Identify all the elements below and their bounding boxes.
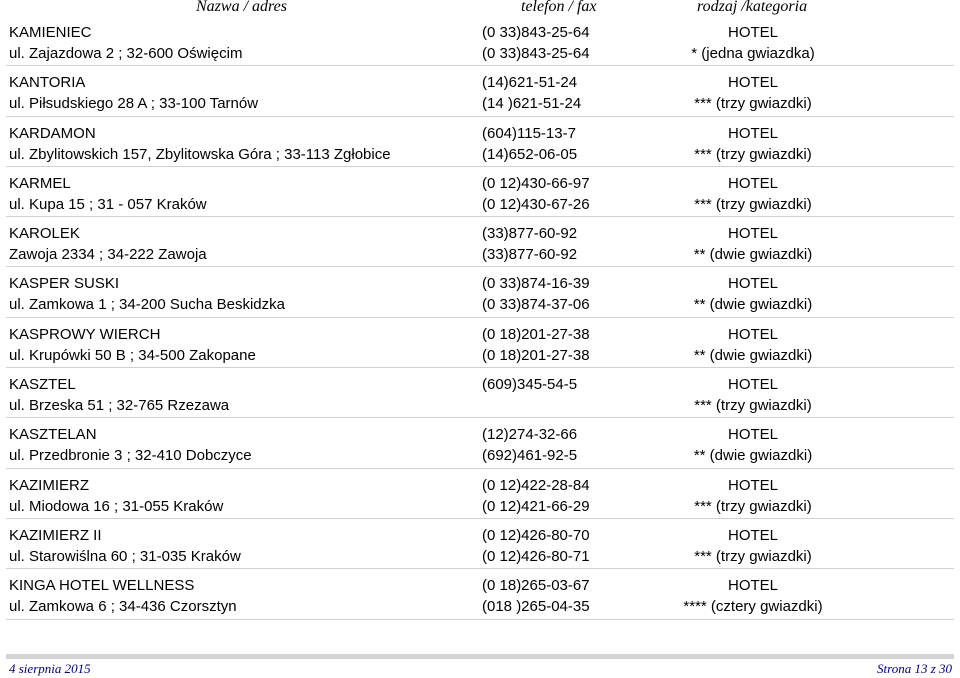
hotel-name: KASZTELAN <box>9 426 97 444</box>
hotel-address: ul. Piłsudskiego 28 A ; 33-100 Tarnów <box>9 95 259 113</box>
star-rating: *** (trzy gwiazdki) <box>694 195 812 213</box>
hotel-address: Zawoja 2334 ; 34-222 Zawoja <box>9 246 207 264</box>
list-item <box>0 122 960 172</box>
phone-primary: (0 33)843-25-64 <box>482 24 590 41</box>
phone-secondary: (692)461-92-5 <box>482 447 578 465</box>
list-item <box>0 474 960 524</box>
hotel-address: ul. Zamkowa 1 ; 34-200 Sucha Beskidzka <box>9 296 285 314</box>
hotel-type: HOTEL <box>727 225 778 243</box>
phone-secondary: (0 12)421-66-29 <box>482 497 590 515</box>
entry-line-secondary <box>0 345 960 366</box>
list-item <box>0 323 960 373</box>
phone-secondary: (33)877-60-92 <box>482 246 578 264</box>
hotel-name: KAMIENIEC <box>9 24 92 41</box>
hotel-type: HOTEL <box>727 426 778 444</box>
list-item <box>0 423 960 473</box>
phone-primary: (0 18)201-27-38 <box>482 325 590 343</box>
entry-line-secondary <box>0 244 960 265</box>
hotel-name: KARDAMON <box>9 124 96 142</box>
entry-line-secondary <box>0 144 960 165</box>
phone-primary: (14)621-51-24 <box>482 74 578 92</box>
star-rating: *** (trzy gwiazdki) <box>694 95 812 113</box>
phone-primary: (12)274-32-66 <box>482 426 578 444</box>
hotel-type: HOTEL <box>727 476 778 494</box>
entry-line-secondary <box>0 93 960 114</box>
entry-line-secondary <box>0 43 960 64</box>
hotel-type: HOTEL <box>727 275 778 293</box>
hotel-address: ul. Zamkowa 6 ; 34-436 Czorsztyn <box>9 598 237 616</box>
phone-primary: (33)877-60-92 <box>482 225 578 243</box>
entry-line-primary <box>0 575 960 596</box>
star-rating: *** (trzy gwiazdki) <box>694 145 812 163</box>
phone-secondary: (0 18)201-27-38 <box>482 346 590 364</box>
star-rating: * (jedna gwiazdka) <box>691 45 815 62</box>
phone-secondary: (14 )621-51-24 <box>482 95 582 113</box>
phone-primary: (609)345-54-5 <box>482 376 578 394</box>
list-item <box>0 373 960 423</box>
header-category: rodzaj /kategoria <box>697 0 808 15</box>
hotel-type: HOTEL <box>727 526 778 544</box>
hotel-address: ul. Krupówki 50 B ; 34-500 Zakopane <box>9 346 256 364</box>
list-item <box>0 222 960 272</box>
phone-secondary: (0 12)426-80-71 <box>482 547 590 565</box>
phone-primary: (604)115-13-7 <box>482 124 576 142</box>
phone-secondary: (0 33)843-25-64 <box>482 45 590 62</box>
phone-primary: (0 33)874-16-39 <box>482 275 590 293</box>
entry-line-primary <box>0 123 960 144</box>
star-rating: ** (dwie gwiazdki) <box>693 296 813 314</box>
entry-line-secondary <box>0 496 960 517</box>
footer-date: 4 sierpnia 2015 <box>9 661 91 676</box>
entry-line-primary <box>0 475 960 496</box>
hotel-name: KAROLEK <box>9 225 80 243</box>
phone-secondary: (14)652-06-05 <box>482 145 578 163</box>
hotel-address: ul. Przedbronie 3 ; 32-410 Dobczyce <box>9 447 252 465</box>
entry-line-primary <box>0 424 960 445</box>
star-rating: *** (trzy gwiazdki) <box>694 397 812 415</box>
hotel-name: KASZTEL <box>9 376 76 394</box>
hotel-address: ul. Zbylitowskich 157, Zbylitowska Góra ; 33-113 Zgłobice <box>9 145 391 163</box>
entry-line-primary <box>0 273 960 294</box>
hotel-type: HOTEL <box>727 376 778 394</box>
hotel-address: ul. Kupa 15 ; 31 - 057 Kraków <box>9 195 207 213</box>
hotel-type: HOTEL <box>727 577 778 595</box>
entry-line-secondary <box>0 445 960 466</box>
entry-line-primary <box>0 324 960 345</box>
entry-line-primary <box>0 22 960 43</box>
phone-secondary: (0 12)430-67-26 <box>482 195 590 213</box>
hotel-type: HOTEL <box>727 325 778 343</box>
entry-line-secondary <box>0 596 960 617</box>
hotel-type: HOTEL <box>727 74 778 92</box>
entry-line-secondary <box>0 395 960 416</box>
star-rating: *** (trzy gwiazdki) <box>694 547 812 565</box>
hotel-address: ul. Brzeska 51 ; 32-765 Rzezawa <box>9 397 230 415</box>
entry-line-secondary <box>0 194 960 215</box>
phone-primary: (0 12)426-80-70 <box>482 526 590 544</box>
list-item <box>0 71 960 121</box>
hotel-name: KASPER SUSKI <box>9 275 120 293</box>
hotel-name: KINGA HOTEL WELLNESS <box>9 577 195 595</box>
star-rating: ** (dwie gwiazdki) <box>693 346 813 364</box>
hotel-type: HOTEL <box>727 174 778 192</box>
hotel-name: KASPROWY WIERCH <box>9 325 161 343</box>
hotel-type: HOTEL <box>727 24 778 41</box>
hotel-type: HOTEL <box>727 124 778 142</box>
star-rating: ** (dwie gwiazdki) <box>693 246 813 264</box>
header-phone-fax: telefon / fax <box>521 0 597 15</box>
entry-line-primary <box>0 72 960 93</box>
entry-line-secondary <box>0 294 960 315</box>
hotel-name: KANTORIA <box>9 74 86 92</box>
entry-line-primary <box>0 223 960 244</box>
footer-divider <box>6 654 954 659</box>
star-rating: **** (cztery gwiazdki) <box>683 598 823 616</box>
hotel-address: ul. Zajazdowa 2 ; 32-600 Oświęcim <box>9 45 243 62</box>
phone-primary: (0 18)265-03-67 <box>482 577 590 595</box>
hotel-name: KAZIMIERZ <box>9 476 90 494</box>
phone-primary: (0 12)430-66-97 <box>482 174 590 192</box>
phone-secondary: (018 )265-04-35 <box>482 598 590 616</box>
star-rating: *** (trzy gwiazdki) <box>694 497 812 515</box>
hotel-name: KARMEL <box>9 174 71 192</box>
hotel-listing <box>0 21 960 625</box>
phone-primary: (0 12)422-28-84 <box>482 476 590 494</box>
list-item <box>0 524 960 574</box>
footer-page-number: Strona 13 z 30 <box>877 661 952 676</box>
list-item <box>0 574 960 624</box>
column-header <box>0 0 960 20</box>
hotel-address: ul. Miodowa 16 ; 31-055 Kraków <box>9 497 224 515</box>
star-rating: ** (dwie gwiazdki) <box>693 447 813 465</box>
list-item <box>0 272 960 322</box>
phone-secondary: (0 33)874-37-06 <box>482 296 590 314</box>
entry-line-secondary <box>0 546 960 567</box>
header-name-address: Nazwa / adres <box>196 0 287 15</box>
list-item <box>0 21 960 71</box>
list-item <box>0 172 960 222</box>
entry-line-primary <box>0 173 960 194</box>
entry-line-primary <box>0 374 960 395</box>
hotel-address: ul. Starowiślna 60 ; 31-035 Kraków <box>9 547 241 565</box>
hotel-name: KAZIMIERZ II <box>9 526 102 544</box>
page-footer <box>0 661 960 678</box>
entry-line-primary <box>0 525 960 546</box>
